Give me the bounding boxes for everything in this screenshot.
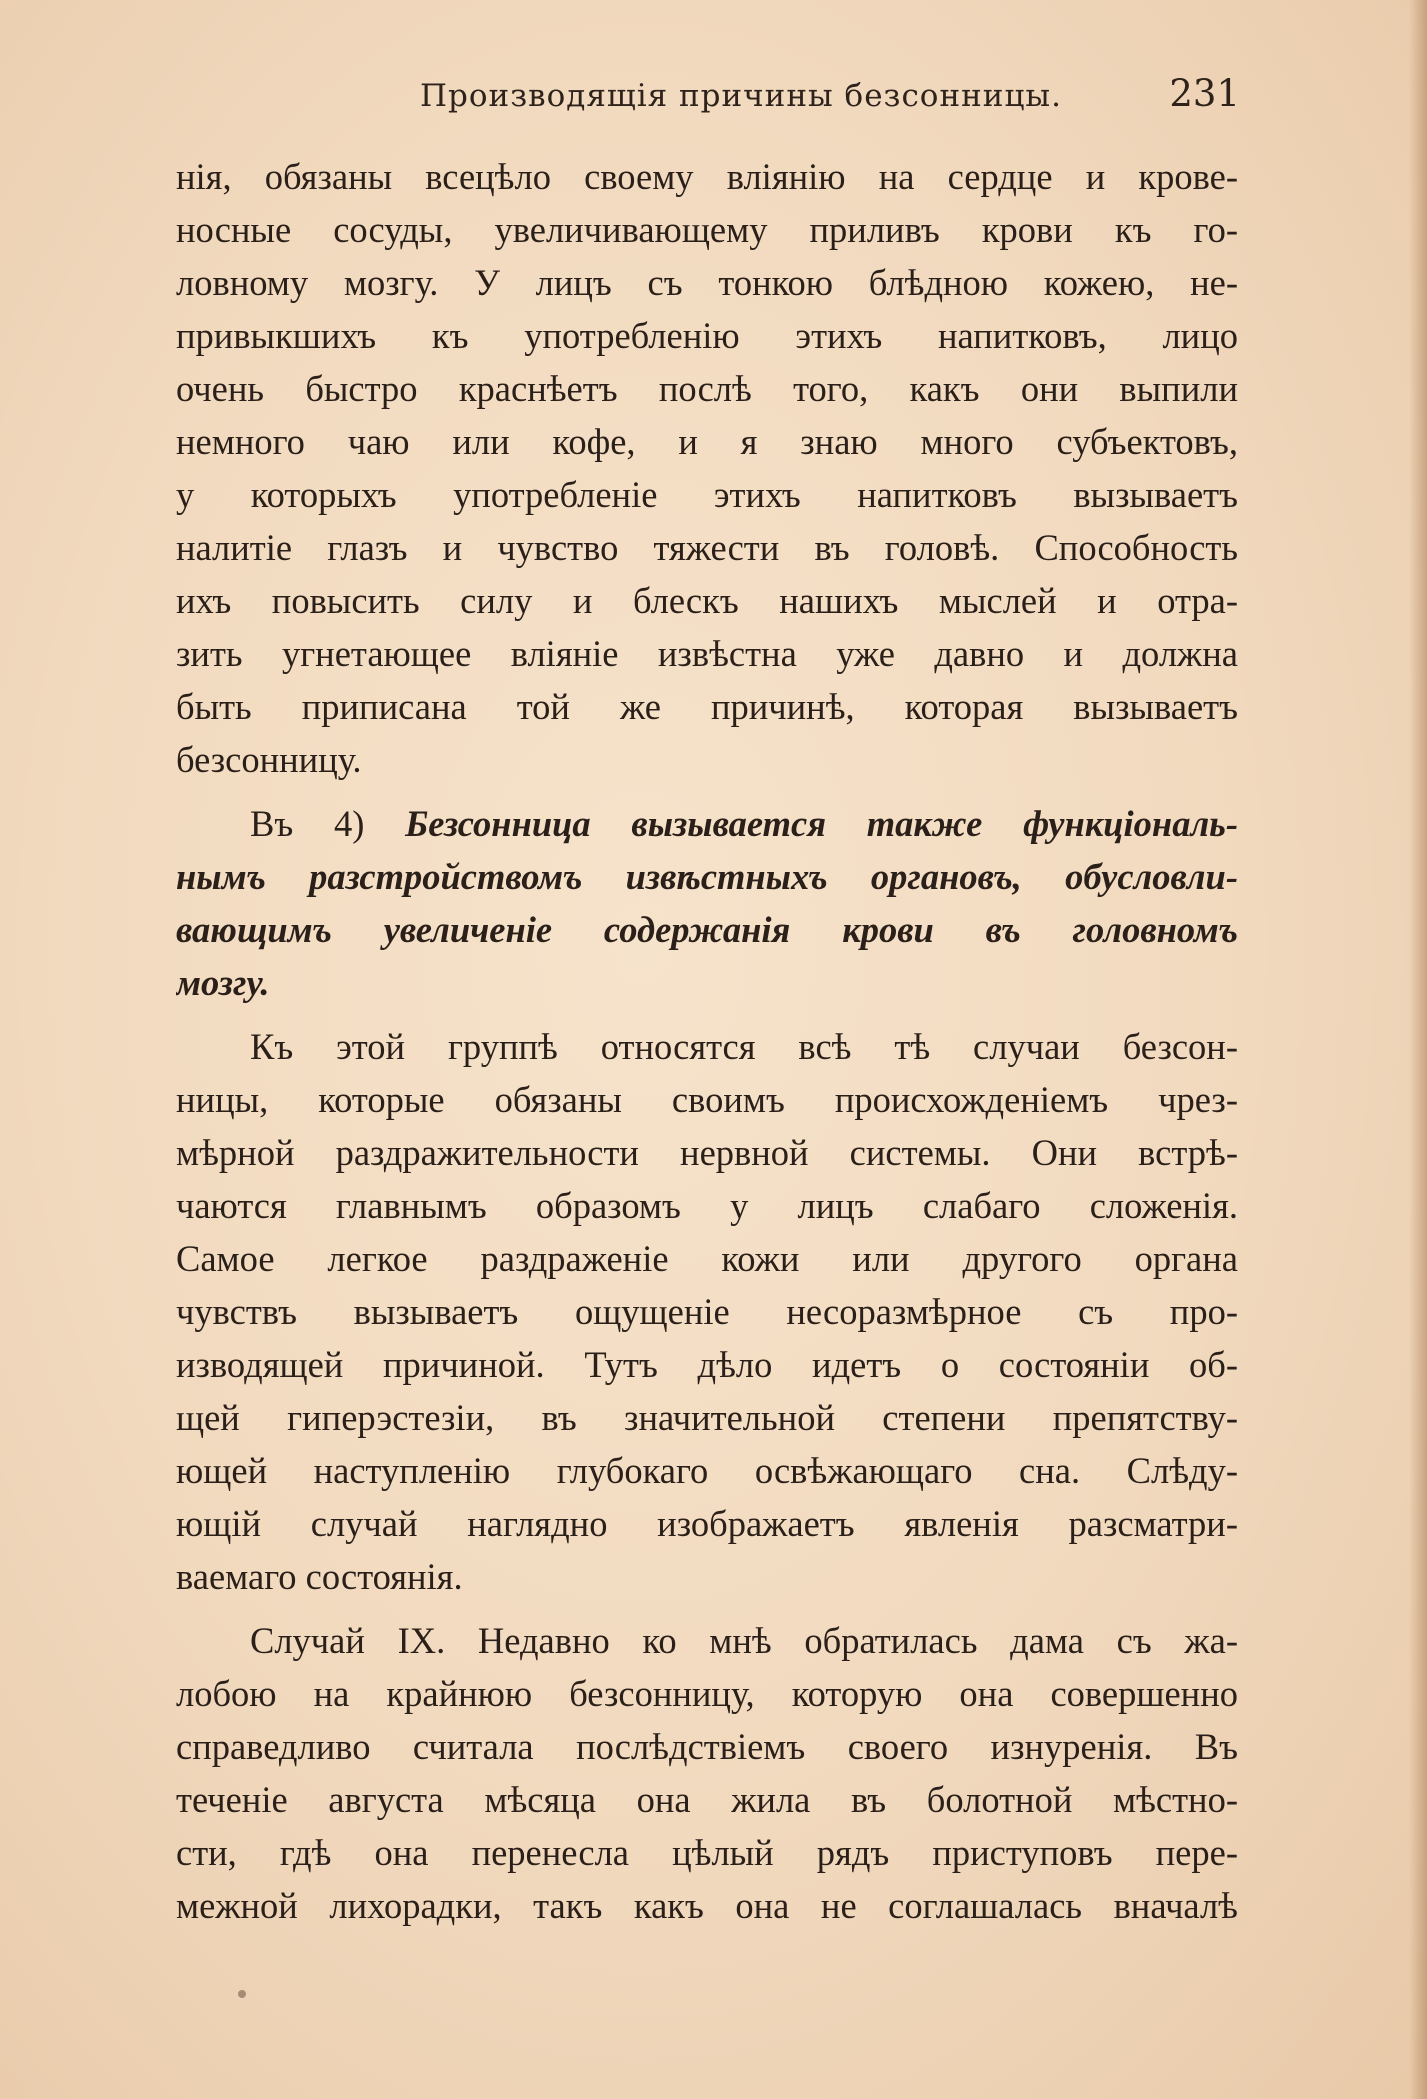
page-number: 231 (1169, 72, 1240, 115)
text-line: зить угнетающее вліяніе извѣстна уже давно и должна (176, 633, 1238, 674)
paragraph-1 (176, 150, 1238, 786)
text-line: ющій случай наглядно изображаетъ явленія разсматри- (176, 1503, 1238, 1544)
text-line: налитіе глазъ и чувство тяжести въ головѣ. Способность (176, 527, 1238, 568)
text-line (176, 797, 1238, 850)
text-line: мѣрной раздражительности нервной системы. Они встрѣ- (176, 1132, 1238, 1173)
text-line: лобою на крайнюю безсонницу, которую она совершенно (176, 1673, 1238, 1714)
text-line: носные сосуды, увеличивающему приливъ крови къ го- (176, 209, 1238, 250)
text-line: нія, обязаны всецѣло своему вліянію на сердце и крове- (176, 156, 1238, 197)
paragraph-4 (176, 1614, 1238, 1932)
paragraph-2 (176, 797, 1238, 1009)
page-header (420, 72, 1240, 122)
text-line: чаются главнымъ образомъ у лицъ слабаго сложенія. (176, 1185, 1238, 1226)
text-line: мозгу. (176, 962, 270, 1003)
text-line: Самое легкое раздраженіе кожи или другого органа (176, 1238, 1238, 1279)
text-line: немного чаю или кофе, и я знаю много субъектовъ, (176, 421, 1238, 462)
text-line: безсонницу. (176, 739, 362, 780)
text-line: ловному мозгу. У лицъ съ тонкою блѣдною кожею, не- (176, 262, 1238, 303)
page-edge-shadow (1409, 0, 1427, 2099)
paragraph-3 (176, 1020, 1238, 1603)
text-line: теченіе августа мѣсяца она жила въ болотной мѣстно- (176, 1779, 1238, 1820)
text-line: привыкшихъ къ употребленію этихъ напитковъ, лицо (176, 315, 1238, 356)
text-line: быть приписана той же причинѣ, которая вызываетъ (176, 686, 1238, 727)
text-line: щей гиперэстезіи, въ значительной степени препятству- (176, 1397, 1238, 1438)
paragraph-prefix: Въ 4) (250, 803, 365, 844)
text-line: сти, гдѣ она перенесла цѣлый рядъ приступовъ пере- (176, 1832, 1238, 1873)
running-title: Производящія причины безсонницы. (420, 78, 1062, 114)
text-line: ющей наступленію глубокаго освѣжающаго сна. Слѣду- (176, 1450, 1238, 1491)
text-line: ваемаго состоянія. (176, 1556, 463, 1597)
text-line: чувствъ вызываетъ ощущеніе несоразмѣрное съ про- (176, 1291, 1238, 1332)
text-line: межной лихорадки, такъ какъ она не соглашалась вначалѣ (176, 1885, 1238, 1926)
italic-text: Безсонница вызывается также функціональ- (405, 803, 1238, 844)
text-line: у которыхъ употребленіе этихъ напитковъ вызываетъ (176, 474, 1238, 515)
text-line: ницы, которые обязаны своимъ происхожденіемъ чрез- (176, 1079, 1238, 1120)
text-line: нымъ разстройствомъ извѣстныхъ органовъ, обусловли- (176, 856, 1238, 897)
text-line: вающимъ увеличеніе содержанія крови въ головномъ (176, 909, 1238, 950)
text-line: изводящей причиной. Тутъ дѣло идетъ о состояніи об- (176, 1344, 1238, 1385)
text-line: справедливо считала послѣдствіемъ своего изнуренія. Въ (176, 1726, 1238, 1767)
body-text (176, 150, 1238, 1932)
paper-speck (238, 1990, 246, 1998)
text-line: ихъ повысить силу и блескъ нашихъ мыслей и отра- (176, 580, 1238, 621)
text-line: очень быстро краснѣетъ послѣ того, какъ они выпили (176, 368, 1238, 409)
text-line: Случай IX. Недавно ко мнѣ обратилась дама съ жа- (250, 1620, 1238, 1661)
text-line: Къ этой группѣ относятся всѣ тѣ случаи безсон- (250, 1026, 1238, 1067)
